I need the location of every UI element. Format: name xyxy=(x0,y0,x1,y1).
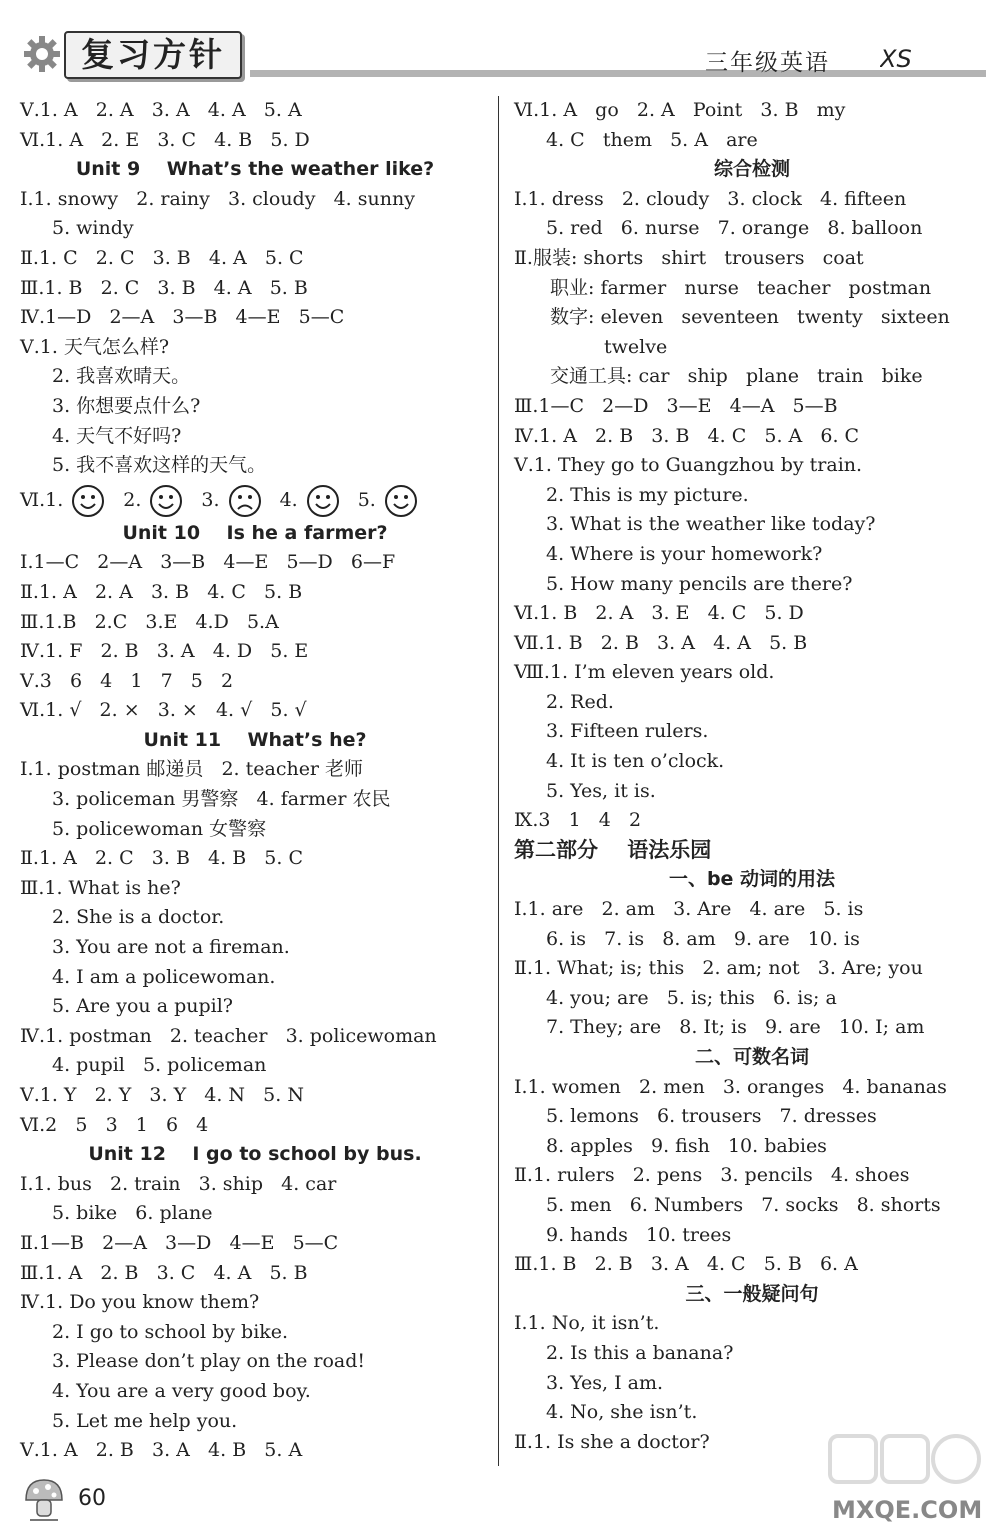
brand-text: XS xyxy=(880,45,912,72)
page-header xyxy=(0,0,1000,90)
answer-line: 职业: farmer nurse teacher postman xyxy=(550,276,932,299)
answer-line: Ⅵ.1. B 2. A 3. E 4. C 5. D xyxy=(514,602,804,625)
section-heading: 三、一般疑问句 xyxy=(685,1282,819,1305)
answer-line: 4. Where is your homework? xyxy=(546,542,823,565)
answer-line: Ⅳ.1. postman 2. teacher 3. policewoman xyxy=(20,1024,437,1047)
smiley-label: Ⅵ.1. xyxy=(20,488,64,511)
watermark-text: MXQE.COM xyxy=(832,1496,983,1524)
answer-line: 5. windy xyxy=(52,217,134,240)
answer-line: Ⅴ.1. Y 2. Y 3. Y 4. N 5. N xyxy=(20,1084,304,1106)
sad-face-icon xyxy=(228,484,262,518)
happy-face-icon xyxy=(306,484,340,518)
answer-line: Ⅴ.1. 天气怎么样? xyxy=(20,335,170,358)
answer-line: Ⅳ.1. A 2. B 3. B 4. C 5. A 6. C xyxy=(514,424,860,447)
part-heading: 第二部分 语法乐园 xyxy=(514,837,712,862)
happy-face-icon xyxy=(149,484,183,518)
answer-line: Ⅱ.1. What; is; this 2. am; not 3. Are; you xyxy=(514,957,923,980)
answer-line: 5. policewoman 女警察 xyxy=(52,817,267,840)
answer-line: 2. I go to school by bike. xyxy=(52,1320,289,1343)
answer-line: 5. Let me help you. xyxy=(52,1409,238,1432)
mushroom-icon xyxy=(22,1476,66,1524)
grade-subject-label: 三年级英语 xyxy=(705,50,830,76)
answer-line: Ⅲ.1.B 2.C 3.E 4.D 5.A xyxy=(20,610,279,633)
answer-line: 4. It is ten o’clock. xyxy=(546,750,725,773)
answer-line: 5. red 6. nurse 7. orange 8. balloon xyxy=(546,217,923,240)
page-number: 60 xyxy=(78,1486,106,1511)
answer-line: 4. No, she isn’t. xyxy=(546,1401,698,1424)
xs-brand-logo xyxy=(880,44,940,72)
answer-line: 3. You are not a fireman. xyxy=(52,936,290,959)
answer-line: Ⅳ.1—D 2—A 3—B 4—E 5—C xyxy=(20,306,345,329)
answer-line: Ⅰ.1—C 2—A 3—B 4—E 5—D 6—F xyxy=(20,551,396,574)
answer-line: 3. What is the weather like today? xyxy=(546,513,876,536)
answer-line: Ⅵ.1. A go 2. A Point 3. B my xyxy=(514,99,846,121)
answer-line: Ⅱ.1. rulers 2. pens 3. pencils 4. shoes xyxy=(514,1164,910,1187)
happy-face-icon xyxy=(384,484,418,518)
smiley-label: 2. xyxy=(123,488,142,511)
answer-line: 6. is 7. is 8. am 9. are 10. is xyxy=(546,927,860,950)
section-heading: Unit 12 I go to school by bus. xyxy=(88,1143,422,1166)
answer-line: Ⅷ.1. I’m eleven years old. xyxy=(514,661,775,684)
section-heading: 一、be 动词的用法 xyxy=(668,868,836,891)
answer-line: Ⅶ.1. B 2. B 3. A 4. A 5. B xyxy=(514,631,808,654)
answer-line: 2. Red. xyxy=(546,690,614,713)
column-divider xyxy=(498,96,499,1466)
answer-line: 5. Yes, it is. xyxy=(546,779,656,802)
answer-line: Ⅴ.1. A 2. A 3. A 4. A 5. A xyxy=(20,99,302,121)
answer-line: Ⅰ.1. postman 邮递员 2. teacher 老师 xyxy=(20,758,364,781)
answer-line: 7. They; are 8. It; is 9. are 10. I; am xyxy=(546,1016,925,1039)
answer-line: 3. policeman 男警察 4. farmer 农民 xyxy=(52,788,391,811)
answer-line: Ⅱ.1. C 2. C 3. B 4. A 5. C xyxy=(20,246,304,269)
answer-line: twelve xyxy=(604,335,668,358)
answer-line: 4. pupil 5. policeman xyxy=(52,1054,267,1077)
answer-line: Ⅰ.1. snowy 2. rainy 3. cloudy 4. sunny xyxy=(20,187,415,210)
answer-line: Ⅱ.1. A 2. A 3. B 4. C 5. B xyxy=(20,580,303,603)
answer-line: 9. hands 10. trees xyxy=(546,1223,732,1246)
answer-line: Ⅳ.1. Do you know them? xyxy=(20,1291,260,1314)
answer-line: Ⅴ.1. They go to Guangzhou by train. xyxy=(514,454,863,477)
smiley-label: 5. xyxy=(357,488,376,511)
answer-line: Ⅴ.1. A 2. B 3. A 4. B 5. A xyxy=(20,1439,303,1462)
answer-line: Ⅵ.1. √ 2. × 3. × 4. √ 5. √ xyxy=(20,699,307,722)
smiley-label: 4. xyxy=(279,488,298,511)
header-divider-bar xyxy=(250,70,986,77)
answer-line: Ⅰ.1. No, it isn’t. xyxy=(514,1312,660,1335)
answer-line: 5. lemons 6. trousers 7. dresses xyxy=(546,1105,877,1128)
answer-line: 8. apples 9. fish 10. babies xyxy=(546,1134,827,1157)
answer-line: 3. Fifteen rulers. xyxy=(546,720,709,743)
answer-line: 2. She is a doctor. xyxy=(52,906,225,929)
left-answer-column xyxy=(20,96,490,1466)
section-heading: Unit 9 What’s the weather like? xyxy=(75,158,435,181)
answer-line: 3. Yes, I am. xyxy=(546,1371,664,1394)
answer-line: Ⅱ.1—B 2—A 3—D 4—E 5—C xyxy=(20,1231,339,1254)
answer-line: 5. How many pencils are there? xyxy=(546,572,853,595)
answer-line: 3. 你想要点什么? xyxy=(52,394,201,417)
answer-line: 4. you; are 5. is; this 6. is; a xyxy=(546,986,837,1009)
answer-line: 2. This is my picture. xyxy=(546,483,749,506)
answer-line: Ⅲ.1. B 2. C 3. B 4. A 5. B xyxy=(20,276,308,299)
answer-line: 3. Please don’t play on the road! xyxy=(52,1350,366,1373)
section-heading: Unit 11 What’s he? xyxy=(143,728,367,751)
right-answer-column xyxy=(514,96,990,1457)
answer-line: 4. You are a very good boy. xyxy=(52,1379,311,1402)
answer-line: 4. C them 5. A are xyxy=(546,128,758,151)
answer-line: 4. I am a policewoman. xyxy=(52,965,276,988)
gear-icon xyxy=(22,34,62,74)
section-heading: 综合检测 xyxy=(713,158,790,181)
answer-line: Ⅰ.1. bus 2. train 3. ship 4. car xyxy=(20,1172,337,1195)
answer-line: 数字: eleven seventeen twenty sixteen xyxy=(550,306,950,329)
answer-line: 5. 我不喜欢这样的天气。 xyxy=(52,454,267,477)
answer-line: Ⅳ.1. F 2. B 3. A 4. D 5. E xyxy=(20,640,309,663)
section-heading: Unit 10 Is he a farmer? xyxy=(122,521,388,544)
answer-line: Ⅸ.3 1 4 2 xyxy=(514,809,642,832)
answer-line: 交通工具: car ship plane train bike xyxy=(550,365,923,388)
answer-line: Ⅲ.1. What is he? xyxy=(20,876,181,899)
answer-line: 4. 天气不好吗? xyxy=(52,424,182,447)
answer-line: Ⅱ.1. Is she a doctor? xyxy=(514,1430,710,1453)
answer-line: 5. men 6. Numbers 7. socks 8. shorts xyxy=(546,1193,941,1216)
answer-line: 2. 我喜欢晴天。 xyxy=(52,365,191,388)
answer-line: Ⅰ.1. are 2. am 3. Are 4. are 5. is xyxy=(514,898,864,921)
section-heading: 二、可数名词 xyxy=(694,1046,809,1068)
answer-line: 2. Is this a banana? xyxy=(546,1341,734,1364)
answer-line: Ⅰ.1. women 2. men 3. oranges 4. bananas xyxy=(514,1075,947,1098)
answer-line: Ⅵ.1. A 2. E 3. C 4. B 5. D xyxy=(20,128,310,151)
smiley-answer-row xyxy=(20,481,490,519)
answer-line: Ⅱ.1. A 2. C 3. B 4. B 5. C xyxy=(20,847,303,870)
answer-line: Ⅴ.3 6 4 1 7 5 2 xyxy=(20,669,234,692)
answer-line: 5. Are you a pupil? xyxy=(52,995,233,1018)
happy-face-icon xyxy=(71,484,105,518)
answer-line: Ⅱ.服装: shorts shirt trousers coat xyxy=(514,246,864,269)
answer-line: Ⅵ.2 5 3 1 6 4 xyxy=(20,1113,209,1136)
answer-line: Ⅲ.1. B 2. B 3. A 4. C 5. B 6. A xyxy=(514,1253,858,1276)
smiley-label: 3. xyxy=(201,488,220,511)
answer-line: Ⅲ.1. A 2. B 3. C 4. A 5. B xyxy=(20,1261,308,1284)
answer-line: Ⅲ.1—C 2—D 3—E 4—A 5—B xyxy=(514,394,838,417)
book-title: 复习方针 xyxy=(64,31,242,79)
answer-line: Ⅰ.1. dress 2. cloudy 3. clock 4. fifteen xyxy=(514,187,907,210)
answer-line: 5. bike 6. plane xyxy=(52,1202,213,1225)
